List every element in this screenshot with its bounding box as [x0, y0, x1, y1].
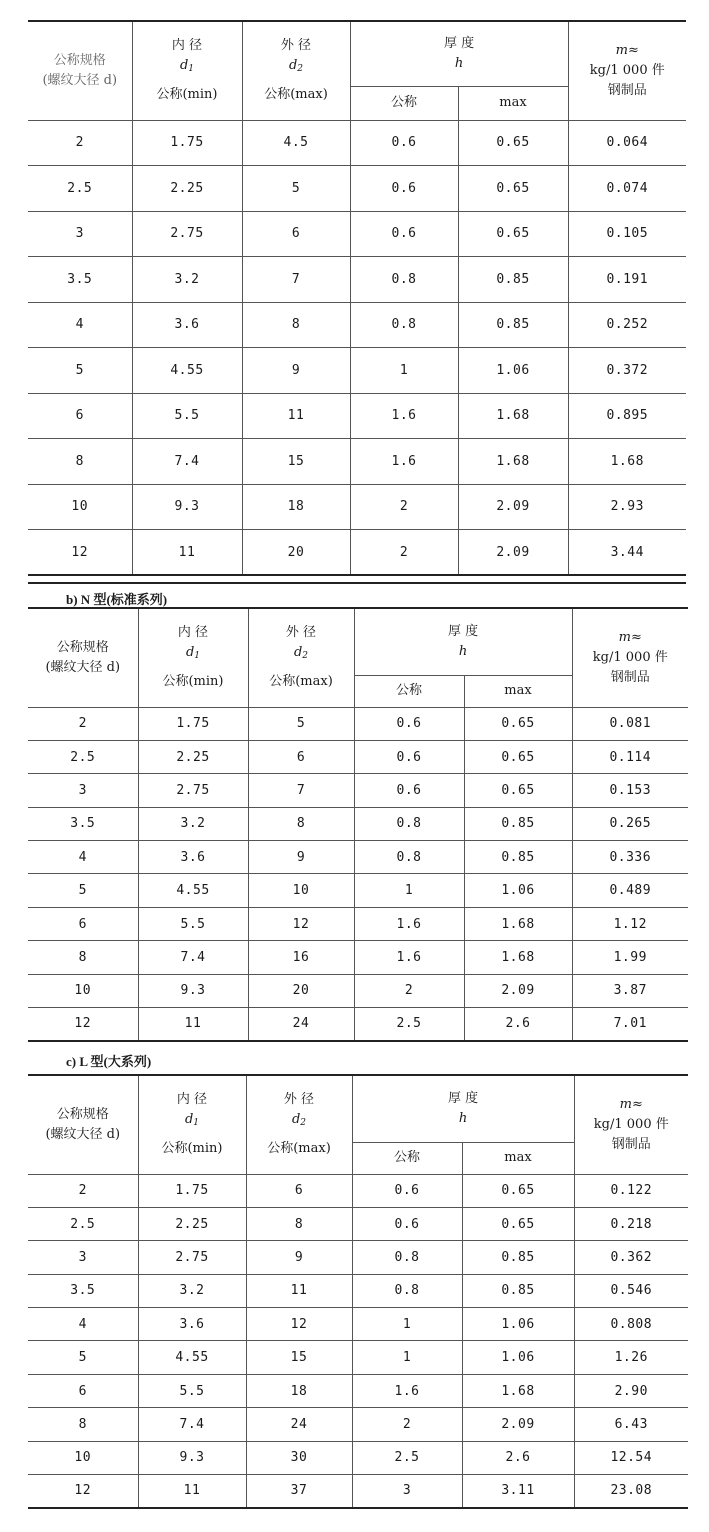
inner-diameter-cell: 3.2	[138, 1274, 246, 1307]
thickness-nominal-cell: 1.6	[350, 393, 458, 439]
outer-diameter-cell: 8	[248, 807, 354, 840]
table-row	[28, 1274, 688, 1307]
table-row	[28, 302, 686, 348]
thickness-max-cell: 1.68	[464, 907, 572, 940]
mass-cell: 0.114	[572, 740, 688, 773]
mass-cell: 1.26	[574, 1341, 688, 1374]
header-thickness: 厚 度 h	[352, 1075, 574, 1142]
spec-cell: 4	[28, 841, 138, 874]
inner-diameter-cell: 1.75	[132, 120, 242, 166]
thickness-nominal-cell: 0.6	[350, 120, 458, 166]
spec-cell: 3	[28, 211, 132, 257]
header-thickness-max: max	[458, 86, 568, 120]
inner-diameter-cell: 2.75	[138, 1241, 246, 1274]
thickness-nominal-cell: 0.6	[354, 740, 464, 773]
outer-diameter-cell: 11	[246, 1274, 352, 1307]
thickness-nominal-cell: 1.6	[350, 439, 458, 485]
thickness-nominal-cell: 0.6	[352, 1174, 462, 1207]
header-inner-diameter: 内 径 $d_1$ 公称(min)	[138, 1075, 246, 1174]
outer-diameter-cell: 6	[246, 1174, 352, 1207]
mass-cell: 3.87	[572, 974, 688, 1007]
mass-cell: 0.191	[568, 257, 686, 303]
inner-diameter-cell: 2.25	[138, 1207, 246, 1240]
header-mass: m≈ kg/1 000 件 钢制品	[568, 21, 686, 120]
thickness-nominal-cell: 1.6	[354, 907, 464, 940]
spec-cell: 3.5	[28, 1274, 138, 1307]
table-row	[28, 530, 686, 576]
outer-diameter-cell: 5	[248, 707, 354, 740]
thickness-max-cell: 0.65	[462, 1207, 574, 1240]
mass-cell: 0.064	[568, 120, 686, 166]
header-thickness-nominal: 公称	[354, 675, 464, 707]
mass-cell: 0.153	[572, 774, 688, 807]
inner-diameter-cell: 9.3	[138, 1441, 246, 1474]
inner-diameter-cell: 2.75	[132, 211, 242, 257]
header-spec: 公称规格 (螺纹大径 d)	[28, 608, 138, 707]
mass-cell: 0.808	[574, 1308, 688, 1341]
table-row	[28, 907, 688, 940]
header-inner-diameter: 内 径 $d_1$ 公称(min)	[132, 21, 242, 120]
table-row	[28, 120, 686, 166]
header-spec: 公称规格 (螺纹大径 d)	[28, 21, 132, 120]
spec-cell: 2	[28, 1174, 138, 1207]
thickness-max-cell: 1.68	[462, 1374, 574, 1407]
mass-cell: 0.081	[572, 707, 688, 740]
thickness-max-cell: 0.85	[464, 807, 572, 840]
spec-cell: 6	[28, 907, 138, 940]
outer-diameter-cell: 4.5	[242, 120, 350, 166]
thickness-max-cell: 1.68	[464, 941, 572, 974]
table-row	[28, 740, 688, 773]
table-a-bottom-rule	[28, 582, 686, 584]
spec-cell: 3.5	[28, 807, 138, 840]
mass-cell: 1.99	[572, 941, 688, 974]
table-row	[28, 874, 688, 907]
thickness-max-cell: 0.85	[458, 302, 568, 348]
thickness-nominal-cell: 0.8	[350, 302, 458, 348]
inner-diameter-cell: 9.3	[138, 974, 248, 1007]
thickness-max-cell: 0.85	[462, 1274, 574, 1307]
table-row	[28, 1174, 688, 1207]
table-row	[28, 1441, 688, 1474]
outer-diameter-cell: 12	[248, 907, 354, 940]
inner-diameter-cell: 1.75	[138, 707, 248, 740]
table-c-caption: c) L 型(大系列)	[66, 1054, 152, 1069]
table-row	[28, 484, 686, 530]
outer-diameter-cell: 20	[242, 530, 350, 576]
thickness-nominal-cell: 0.6	[350, 166, 458, 212]
spec-cell: 5	[28, 348, 132, 394]
header-spec: 公称规格 (螺纹大径 d)	[28, 1075, 138, 1174]
thickness-nominal-cell: 2	[350, 484, 458, 530]
spec-table-c	[28, 1074, 688, 1509]
thickness-nominal-cell: 1	[354, 874, 464, 907]
thickness-nominal-cell: 2.5	[352, 1441, 462, 1474]
mass-cell: 0.252	[568, 302, 686, 348]
thickness-nominal-cell: 2	[350, 530, 458, 576]
inner-diameter-cell: 5.5	[132, 393, 242, 439]
spec-cell: 3	[28, 1241, 138, 1274]
thickness-nominal-cell: 1	[350, 348, 458, 394]
mass-cell: 6.43	[574, 1408, 688, 1441]
spec-cell: 5	[28, 874, 138, 907]
outer-diameter-cell: 15	[242, 439, 350, 485]
header-outer-diameter: 外 径 $d_2$ 公称(max)	[248, 608, 354, 707]
table-row	[28, 1241, 688, 1274]
outer-diameter-cell: 8	[246, 1207, 352, 1240]
thickness-max-cell: 2.09	[458, 530, 568, 576]
thickness-nominal-cell: 0.6	[352, 1207, 462, 1240]
spec-cell: 12	[28, 530, 132, 576]
mass-cell: 2.90	[574, 1374, 688, 1407]
spec-cell: 12	[28, 1475, 138, 1508]
thickness-max-cell: 2.6	[464, 1008, 572, 1041]
thickness-max-cell: 2.09	[462, 1408, 574, 1441]
thickness-nominal-cell: 1.6	[354, 941, 464, 974]
spec-cell: 6	[28, 393, 132, 439]
thickness-max-cell: 0.65	[464, 774, 572, 807]
header-inner-diameter: 内 径 $d_1$ 公称(min)	[138, 608, 248, 707]
table-b-caption: b) N 型(标准系列)	[66, 592, 168, 607]
outer-diameter-cell: 5	[242, 166, 350, 212]
thickness-nominal-cell: 0.6	[354, 774, 464, 807]
inner-diameter-cell: 2.75	[138, 774, 248, 807]
thickness-nominal-cell: 0.6	[354, 707, 464, 740]
header-thickness-nominal: 公称	[352, 1142, 462, 1174]
thickness-max-cell: 0.85	[462, 1241, 574, 1274]
table-row	[28, 211, 686, 257]
table-row	[28, 439, 686, 485]
thickness-nominal-cell: 2	[352, 1408, 462, 1441]
inner-diameter-cell: 11	[138, 1008, 248, 1041]
table-row	[28, 166, 686, 212]
table-row	[28, 1475, 688, 1508]
spec-cell: 10	[28, 484, 132, 530]
mass-cell: 0.336	[572, 841, 688, 874]
spec-cell: 8	[28, 941, 138, 974]
spec-cell: 8	[28, 1408, 138, 1441]
table-row	[28, 1408, 688, 1441]
mass-cell: 0.372	[568, 348, 686, 394]
thickness-max-cell: 0.65	[458, 120, 568, 166]
mass-cell: 0.122	[574, 1174, 688, 1207]
outer-diameter-cell: 24	[248, 1008, 354, 1041]
spec-cell: 10	[28, 1441, 138, 1474]
table-row	[28, 1341, 688, 1374]
spec-cell: 4	[28, 1308, 138, 1341]
header-mass: m≈ kg/1 000 件 钢制品	[574, 1075, 688, 1174]
inner-diameter-cell: 3.2	[132, 257, 242, 303]
table-row	[28, 774, 688, 807]
inner-diameter-cell: 3.6	[138, 1308, 246, 1341]
outer-diameter-cell: 18	[242, 484, 350, 530]
table-row	[28, 707, 688, 740]
inner-diameter-cell: 3.2	[138, 807, 248, 840]
thickness-nominal-cell: 1.6	[352, 1374, 462, 1407]
header-thickness-max: max	[462, 1142, 574, 1174]
thickness-max-cell: 1.06	[462, 1341, 574, 1374]
mass-cell: 1.68	[568, 439, 686, 485]
thickness-max-cell: 0.65	[464, 740, 572, 773]
spec-cell: 2	[28, 120, 132, 166]
thickness-nominal-cell: 0.8	[350, 257, 458, 303]
outer-diameter-cell: 9	[242, 348, 350, 394]
outer-diameter-cell: 9	[248, 841, 354, 874]
outer-diameter-cell: 37	[246, 1475, 352, 1508]
mass-cell: 7.01	[572, 1008, 688, 1041]
inner-diameter-cell: 11	[138, 1475, 246, 1508]
outer-diameter-cell: 8	[242, 302, 350, 348]
mass-cell: 1.12	[572, 907, 688, 940]
thickness-nominal-cell: 3	[352, 1475, 462, 1508]
outer-diameter-cell: 18	[246, 1374, 352, 1407]
table-row	[28, 393, 686, 439]
header-thickness: 厚 度 h	[350, 21, 568, 86]
spec-cell: 2.5	[28, 166, 132, 212]
spec-table-b	[28, 607, 688, 1042]
thickness-nominal-cell: 0.8	[354, 807, 464, 840]
header-thickness-max: max	[464, 675, 572, 707]
inner-diameter-cell: 2.25	[132, 166, 242, 212]
spec-cell: 5	[28, 1341, 138, 1374]
inner-diameter-cell: 3.6	[138, 841, 248, 874]
thickness-nominal-cell: 1	[352, 1308, 462, 1341]
thickness-nominal-cell: 0.6	[350, 211, 458, 257]
spec-cell: 2.5	[28, 1207, 138, 1240]
spec-cell: 3.5	[28, 257, 132, 303]
spec-cell: 2	[28, 707, 138, 740]
outer-diameter-cell: 6	[242, 211, 350, 257]
table-row	[28, 1008, 688, 1041]
spec-cell: 8	[28, 439, 132, 485]
outer-diameter-cell: 20	[248, 974, 354, 1007]
thickness-max-cell: 1.68	[458, 439, 568, 485]
thickness-nominal-cell: 2	[354, 974, 464, 1007]
thickness-nominal-cell: 0.8	[352, 1274, 462, 1307]
inner-diameter-cell: 4.55	[132, 348, 242, 394]
spec-cell: 10	[28, 974, 138, 1007]
mass-cell: 0.074	[568, 166, 686, 212]
outer-diameter-cell: 15	[246, 1341, 352, 1374]
mass-cell: 3.44	[568, 530, 686, 576]
outer-diameter-cell: 16	[248, 941, 354, 974]
table-row	[28, 941, 688, 974]
thickness-max-cell: 2.09	[464, 974, 572, 1007]
outer-diameter-cell: 11	[242, 393, 350, 439]
mass-cell: 0.265	[572, 807, 688, 840]
spec-cell: 12	[28, 1008, 138, 1041]
thickness-nominal-cell: 2.5	[354, 1008, 464, 1041]
inner-diameter-cell: 7.4	[132, 439, 242, 485]
mass-cell: 0.489	[572, 874, 688, 907]
thickness-max-cell: 1.68	[458, 393, 568, 439]
mass-cell: 12.54	[574, 1441, 688, 1474]
mass-cell: 2.93	[568, 484, 686, 530]
table-section-a	[0, 0, 709, 582]
outer-diameter-cell: 24	[246, 1408, 352, 1441]
thickness-nominal-cell: 0.8	[354, 841, 464, 874]
inner-diameter-cell: 3.6	[132, 302, 242, 348]
mass-cell: 0.105	[568, 211, 686, 257]
mass-cell: 0.362	[574, 1241, 688, 1274]
outer-diameter-cell: 12	[246, 1308, 352, 1341]
outer-diameter-cell: 7	[248, 774, 354, 807]
table-section-b	[0, 607, 709, 1042]
inner-diameter-cell: 9.3	[132, 484, 242, 530]
thickness-max-cell: 1.06	[458, 348, 568, 394]
spec-cell: 4	[28, 302, 132, 348]
inner-diameter-cell: 11	[132, 530, 242, 576]
thickness-max-cell: 1.06	[464, 874, 572, 907]
mass-cell: 0.895	[568, 393, 686, 439]
header-outer-diameter: 外 径 $d_2$ 公称(max)	[246, 1075, 352, 1174]
outer-diameter-cell: 30	[246, 1441, 352, 1474]
thickness-max-cell: 0.65	[464, 707, 572, 740]
table-row	[28, 1207, 688, 1240]
thickness-max-cell: 2.09	[458, 484, 568, 530]
table-row	[28, 974, 688, 1007]
outer-diameter-cell: 9	[246, 1241, 352, 1274]
thickness-max-cell: 0.65	[458, 211, 568, 257]
thickness-max-cell: 0.85	[464, 841, 572, 874]
spec-cell: 6	[28, 1374, 138, 1407]
thickness-max-cell: 3.11	[462, 1475, 574, 1508]
outer-diameter-cell: 10	[248, 874, 354, 907]
inner-diameter-cell: 4.55	[138, 1341, 246, 1374]
table-row	[28, 807, 688, 840]
mass-cell: 0.218	[574, 1207, 688, 1240]
inner-diameter-cell: 4.55	[138, 874, 248, 907]
inner-diameter-cell: 7.4	[138, 1408, 246, 1441]
header-outer-diameter: 外 径 $d_2$ 公称(max)	[242, 21, 350, 120]
thickness-max-cell: 0.85	[458, 257, 568, 303]
thickness-max-cell: 0.65	[458, 166, 568, 212]
thickness-nominal-cell: 1	[352, 1341, 462, 1374]
thickness-nominal-cell: 0.8	[352, 1241, 462, 1274]
table-row	[28, 348, 686, 394]
thickness-max-cell: 1.06	[462, 1308, 574, 1341]
table-row	[28, 1308, 688, 1341]
inner-diameter-cell: 2.25	[138, 740, 248, 773]
mass-cell: 0.546	[574, 1274, 688, 1307]
thickness-max-cell: 0.65	[462, 1174, 574, 1207]
outer-diameter-cell: 6	[248, 740, 354, 773]
outer-diameter-cell: 7	[242, 257, 350, 303]
inner-diameter-cell: 5.5	[138, 907, 248, 940]
inner-diameter-cell: 7.4	[138, 941, 248, 974]
header-thickness-nominal: 公称	[350, 86, 458, 120]
mass-cell: 23.08	[574, 1475, 688, 1508]
table-row	[28, 841, 688, 874]
thickness-max-cell: 2.6	[462, 1441, 574, 1474]
table-section-c	[0, 1074, 709, 1509]
inner-diameter-cell: 1.75	[138, 1174, 246, 1207]
spec-cell: 2.5	[28, 740, 138, 773]
table-row	[28, 257, 686, 303]
header-thickness: 厚 度 h	[354, 608, 572, 675]
inner-diameter-cell: 5.5	[138, 1374, 246, 1407]
spec-table-a	[28, 20, 686, 576]
table-row	[28, 1374, 688, 1407]
header-mass: m≈ kg/1 000 件 钢制品	[572, 608, 688, 707]
spec-cell: 3	[28, 774, 138, 807]
